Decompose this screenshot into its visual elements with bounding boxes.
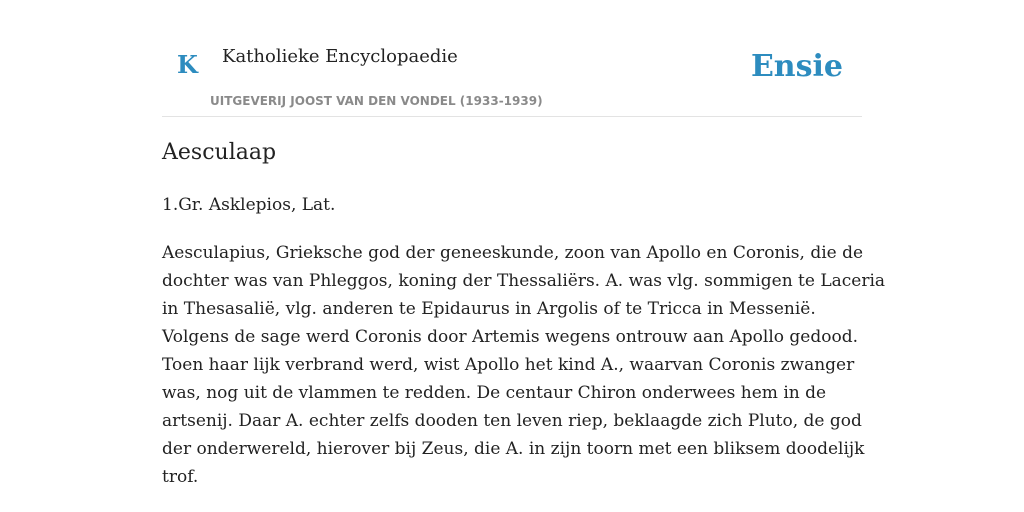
body-line: der onderwereld, hierover bij Zeus, die A. in zijn toorn met een bliksem doodelijk bbox=[162, 439, 865, 459]
article-body bbox=[162, 239, 886, 491]
ensie-brand-logo[interactable]: Ensie bbox=[750, 49, 843, 84]
site-header bbox=[162, 0, 862, 117]
article-subline: 1.Gr. Asklepios, Lat. bbox=[162, 195, 336, 215]
body-line: Toen haar lijk verbrand werd, wist Apollo het kind A., waarvan Coronis zwanger bbox=[162, 355, 855, 375]
publisher-label: UITGEVERIJ JOOST VAN DEN VONDEL (1933-1939) bbox=[210, 94, 543, 108]
body-line: was, nog uit de vlammen te redden. De centaur Chiron onderwees hem in de bbox=[162, 383, 827, 403]
article-title: Aesculaap bbox=[162, 140, 277, 165]
page bbox=[162, 0, 886, 487]
encyclopedia-title[interactable]: Katholieke Encyclopaedie bbox=[222, 46, 458, 67]
body-line: trof. bbox=[162, 467, 199, 487]
body-line: Volgens de sage werd Coronis door Artemis wegens ontrouw aan Apollo gedood. bbox=[162, 327, 858, 347]
encyclopedia-logo[interactable]: K bbox=[177, 50, 198, 79]
body-line: in Thesasalië, vlg. anderen te Epidaurus in Argolis of te Tricca in Messenië. bbox=[162, 299, 816, 319]
body-line: dochter was van Phleggos, koning der Thessaliërs. A. was vlg. sommigen te Laceria bbox=[162, 271, 886, 291]
body-line: Aesculapius, Grieksche god der geneeskunde, zoon van Apollo en Coronis, die de bbox=[162, 243, 864, 263]
body-line: artsenij. Daar A. echter zelfs dooden ten leven riep, beklaagde zich Pluto, de god bbox=[162, 411, 862, 431]
